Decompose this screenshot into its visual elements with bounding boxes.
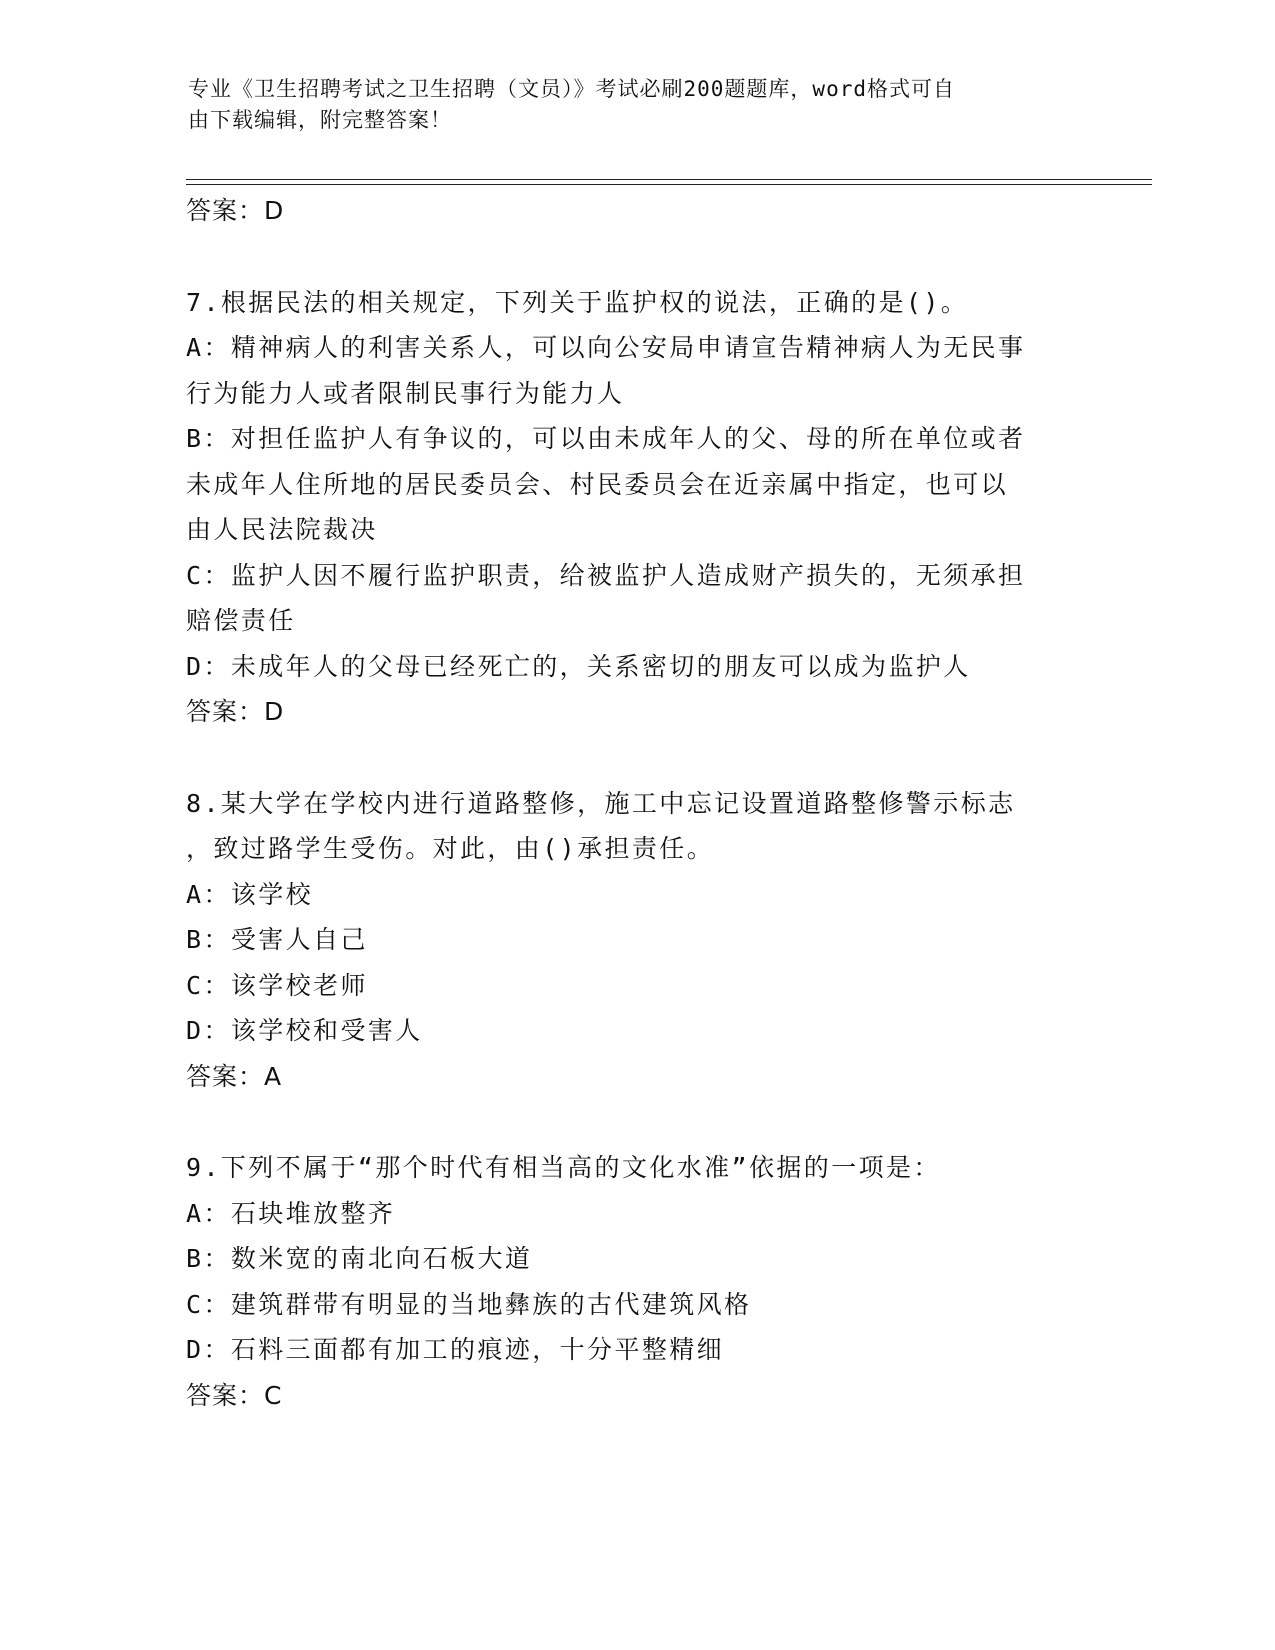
option-line: 由人民法院裁决 [186,515,378,544]
option-line: 赔偿责任 [186,606,296,635]
answer-text: 答案：A [186,1061,283,1091]
answer-text: 答案：C [186,1380,283,1410]
header-rule-bottom [186,184,1152,185]
question-text: 9.下列不属于“那个时代有相当高的文化水准”依据的一项是： [186,1153,941,1182]
header-line-2: 由下载编辑，附完整答案！ [188,108,452,132]
document-body [186,188,1086,1418]
header-line-1: 专业《卫生招聘考试之卫生招聘（文员）》考试必刷200题题库，word格式可自 [188,77,955,101]
option-b: B：受害人自己 [186,925,368,954]
spacer [186,735,1086,781]
question-9 [186,1145,1086,1418]
option-line: 未成年人住所地的居民委员会、村民委员会在近亲属中指定，也可以 [186,469,1009,499]
option-c: C：该学校老师 [186,970,368,1000]
option-d [186,644,1086,690]
option-a: A：石块堆放整齐 [186,1198,396,1228]
spacer [186,234,1086,280]
option-line: D：未成年人的父母已经死亡的，关系密切的朋友可以成为监护人 [186,651,971,681]
spacer [186,1099,1086,1145]
header-rule-top [186,179,1152,180]
option-line: B：对担任监护人有争议的，可以由未成年人的父、母的所在单位或者 [186,424,1026,453]
option-a [186,325,1086,416]
page-header [188,74,1088,136]
option-d: D：该学校和受害人 [186,1016,423,1045]
option-line: C：监护人因不履行监护职责，给被监护人造成财产损失的，无须承担 [186,560,1026,590]
option-d: D：石料三面都有加工的痕迹，十分平整精细 [186,1335,725,1364]
question-text: 7.根据民法的相关规定，下列关于监护权的说法，正确的是()。 [186,287,969,317]
question-text: 8.某大学在学校内进行道路整修，施工中忘记设置道路整修警示标志 [186,788,1016,818]
option-b: B：数米宽的南北向石板大道 [186,1244,533,1273]
option-b [186,416,1086,553]
question-7 [186,280,1086,735]
answer-text: 答案：D [186,697,285,726]
option-line: A：精神病人的利害关系人，可以向公安局申请宣告精神病人为无民事 [186,333,1026,362]
question-text: ，致过路学生受伤。对此，由()承担责任。 [186,834,715,863]
previous-answer: 答案：D [186,196,285,225]
option-line: 行为能力人或者限制民事行为能力人 [186,378,625,408]
option-c [186,553,1086,644]
question-8 [186,781,1086,1100]
option-c: C：建筑群带有明显的当地彝族的古代建筑风格 [186,1289,752,1319]
option-a: A：该学校 [186,879,314,909]
